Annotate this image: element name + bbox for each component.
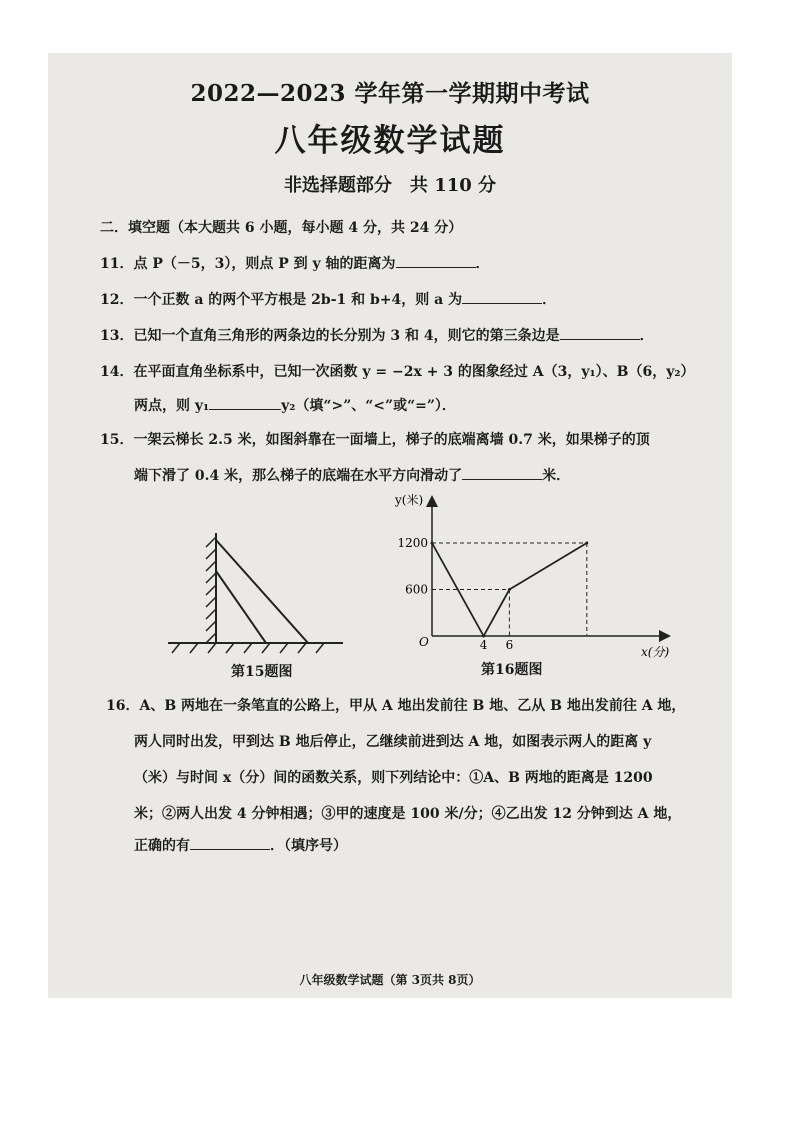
x-tick-label: 4 [479, 638, 488, 652]
question-13 [100, 325, 654, 345]
question-16-line2: 两人同时出发，甲到达 B 地后停止，乙继续前进到达 A 地，如图表示两人的距离 y [134, 734, 652, 750]
figure-15-ladder [158, 523, 358, 663]
y-axis-label: y(米) [395, 493, 424, 507]
figure-16-caption: 第16题图 [481, 662, 543, 678]
fill-in-heading: 二．填空题（本大题共 6 小题，每小题 4 分，共 24 分） [100, 220, 463, 236]
q11-text: 11．点 P（－5，3），则点 P 到 y 轴的距离为 [100, 256, 396, 272]
q16-text: 正确的有 [134, 838, 190, 854]
exam-title: 2022—2023 学年第一学期期中考试 [190, 80, 590, 107]
subject-title: 八年级数学试题 [274, 123, 506, 159]
q11-answer-blank[interactable] [396, 253, 476, 268]
origin-label: O [419, 635, 429, 649]
page-footer: 八年级数学试题（第 3页共 8页） [299, 973, 481, 987]
q13-text: 13．已知一个直角三角形的两条边的长分别为 3 和 4，则它的第三条边是 [100, 328, 560, 344]
question-15-line1: 15．一架云梯长 2.5 米，如图斜靠在一面墙上，梯子的底端离墙 0.7 米，如果梯子的顶 [100, 432, 650, 448]
q11-end: ． [475, 256, 490, 272]
question-14-line2 [134, 395, 456, 415]
question-14-line1: 14．在平面直角坐标系中，已知一次函数 y = −2x + 3 的图象经过 A（3，y₁）、B（6，y₂） [100, 364, 695, 380]
data-point [431, 542, 434, 545]
question-16-line1: 16．A、B 两地在一条笔直的公路上，甲从 A 地出发前往 B 地、乙从 B 地出发前往 A 地， [106, 698, 686, 714]
y-tick-label: 600 [405, 582, 428, 597]
question-11 [100, 253, 490, 273]
wall-hatching [206, 537, 216, 643]
q12-answer-blank[interactable] [462, 289, 542, 304]
y-tick-label: 1200 [397, 536, 428, 550]
figure-16-graph [383, 488, 683, 663]
data-point [508, 588, 511, 591]
question-16-line5 [134, 835, 347, 855]
question-16-line3: （米）与时间 x（分）间的函数关系，则下列结论中：①A、B 两地的距离是 1200 [134, 770, 653, 786]
question-16-line4: 米；②两人出发 4 分钟相遇；③甲的速度是 100 米/分；④乙出发 12 分钟到达 A 地， [134, 806, 682, 822]
x-tick-label: 6 [505, 638, 514, 652]
q14-answer-blank[interactable] [209, 395, 281, 410]
q13-answer-blank[interactable] [560, 325, 640, 340]
section-title: 非选择题部分 共 110 分 [283, 175, 497, 196]
question-15-line2 [134, 465, 570, 485]
q14-text: 两点，则 y₁ [134, 398, 210, 414]
exam-page [48, 53, 732, 998]
data-point [585, 542, 588, 545]
x-axis-label: x(分) [641, 645, 670, 659]
q12-end: ． [542, 292, 557, 308]
q16-answer-blank[interactable] [190, 835, 270, 850]
q14-end: y₂（填“>”、“<”或“=”）． [281, 398, 456, 414]
q16-end: ．（填序号） [270, 838, 347, 854]
q15-text: 端下滑了 0.4 米，那么梯子的底端在水平方向滑动了 [134, 468, 463, 484]
ladder-slid [216, 571, 266, 643]
q15-answer-blank[interactable] [462, 465, 542, 480]
question-12 [100, 289, 556, 309]
ground-hatching [172, 643, 324, 653]
q15-end: 米． [542, 468, 571, 484]
q13-end: ． [639, 328, 654, 344]
figure-15-caption: 第15题图 [231, 664, 293, 680]
q12-text: 12．一个正数 a 的两个平方根是 2b-1 和 b+4，则 a 为 [100, 292, 463, 308]
